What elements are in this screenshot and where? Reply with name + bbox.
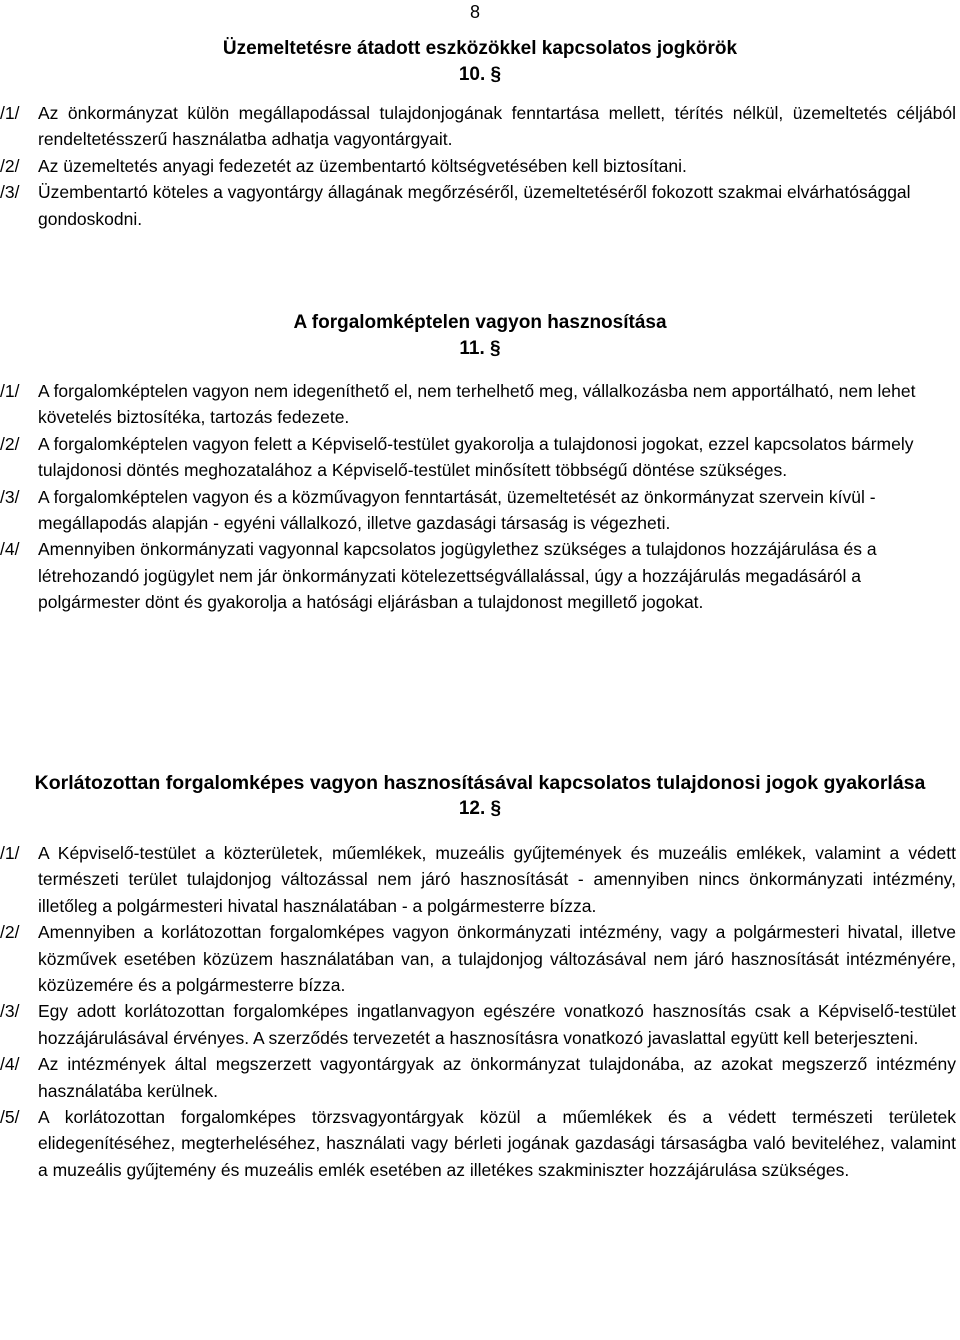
section-12	[0, 770, 960, 1183]
item-number: /4/	[0, 1054, 20, 1075]
item-list	[0, 840, 960, 1183]
item-text: A Képviselő-testület a közterületek, műemlékek, muzeális gyűjtemények és muzeális emlékek, valamint a védett természeti terület tulajdonjog változással nem járó hasznosítását - amennyiben nincs önkormányzati intézmény, illetőleg a polgármesteri hivatal használatában - a polgármesterre bízza.	[38, 843, 956, 916]
item-number: /3/	[0, 486, 20, 507]
item-text: Üzembentartó köteles a vagyontárgy állagának megőrzéséről, üzemeltetéséről fokozott szakmai elvárhatósággal gondoskodni.	[38, 182, 911, 229]
item-number: /2/	[0, 155, 20, 176]
list-item	[0, 153, 960, 179]
list-item	[0, 431, 960, 484]
list-item	[0, 100, 960, 153]
page-number: 8	[470, 2, 481, 22]
paragraph-number: 11. §	[459, 338, 501, 359]
item-text: A korlátozottan forgalomképes törzsvagyontárgyak közül a műemlékek és a védett természeti területek elidegenítéséhez, megterheléséhez, használati vagy bérleti jogának gazdasági társaságba való beviteléhez, valamint a muzeális gyűjtemény és muzeális emlék esetében az illetékes szakminiszter hozzájárulása szükséges.	[38, 1107, 956, 1180]
section-title: Korlátozottan forgalomképes vagyon hasznosításával kapcsolatos tulajdonosi jogok gyakorlása	[34, 772, 926, 794]
paragraph-number: 12. §	[458, 798, 502, 819]
section-title: A forgalomképtelen vagyon hasznosítása	[293, 312, 667, 333]
item-list	[0, 100, 960, 232]
list-item	[0, 998, 960, 1051]
section-title: Üzemeltetésre átadott eszközökkel kapcsolatos jogkörök	[222, 38, 738, 59]
item-text: Amennyiben a korlátozottan forgalomképes vagyon önkormányzati intézmény, vagy a polgármesteri hivatal, illetve közművek esetében közüzem használatában van, a tulajdonjog változásával nem járó hasznosítását intézményére, közüzemére és a polgármesterre bízza.	[38, 922, 956, 996]
item-number: /2/	[0, 922, 20, 943]
item-text: Az üzemeltetés anyagi fedezetét az üzembentartó költségvetésében kell biztosítani.	[38, 155, 687, 176]
section-10	[0, 36, 960, 232]
list-item	[0, 1051, 960, 1104]
item-number: /3/	[0, 182, 20, 203]
item-number: /3/	[0, 1001, 20, 1022]
item-number: /1/	[0, 843, 20, 863]
item-text: Egy adott korlátozottan forgalomképes ingatlanvagyon egészére vonatkozó hasznosítás csak a Képviselő-testület hozzájárulásával érvényes. A szerződés tervezetét a hasznosításra vonatkozó javaslattal együtt kell beterjeszteni.	[38, 1001, 956, 1048]
list-item	[0, 919, 960, 998]
list-item	[0, 378, 960, 431]
item-text: A forgalomképtelen vagyon nem idegeníthető el, nem terhelhető meg, vállalkozásba nem apportálható, nem lehet követelés biztosítéka, tartozás fedezete.	[38, 381, 916, 428]
list-item	[0, 179, 960, 232]
list-item	[0, 1104, 960, 1183]
item-text: A forgalomképtelen vagyon és a közművagyon fenntartását, üzemeltetését az önkormányzat szervein kívül - megállapodás alapján - egyéni vállalkozó, illetve gazdasági társaság is végezheti.	[38, 486, 876, 534]
item-number: /2/	[0, 433, 20, 454]
item-number: /1/	[0, 103, 20, 123]
list-item	[0, 484, 960, 537]
item-text: Az önkormányzat külön megállapodással tulajdonjogának fenntartása mellett, térítés nélkül, üzemeltetés céljából rendeltetésszerű használatba adhatja vagyontárgyait.	[38, 103, 956, 150]
section-11	[0, 310, 960, 616]
list-item	[0, 536, 960, 615]
item-number: /5/	[0, 1107, 20, 1128]
item-text: A forgalomképtelen vagyon felett a Képviselő-testület gyakorolja a tulajdonosi jogokat, ezzel kapcsolatos bármely tulajdonosi döntés meghozatalához a Képviselő-testület minősített többségű döntése szükséges.	[38, 433, 914, 481]
item-text: Az intézmények által megszerzett vagyontárgyak az önkormányzat tulajdonába, az azokat megszerző intézmény használatába kerülnek.	[38, 1054, 956, 1101]
item-number: /1/	[0, 381, 20, 401]
list-item	[0, 840, 960, 919]
item-text: Amennyiben önkormányzati vagyonnal kapcsolatos jogügylethez szükséges a tulajdonos hozzájárulása és a létrehozandó jogügylet nem jár önkormányzati kötelezettségvállalással, úgy a hozzájárulás megadásáról a polgármester dönt és gyakorolja a hatósági eljárásban a tulajdonost megillető jogokat.	[38, 539, 877, 613]
item-number: /4/	[0, 539, 20, 560]
paragraph-number: 10. §	[458, 64, 502, 85]
item-list	[0, 378, 960, 616]
